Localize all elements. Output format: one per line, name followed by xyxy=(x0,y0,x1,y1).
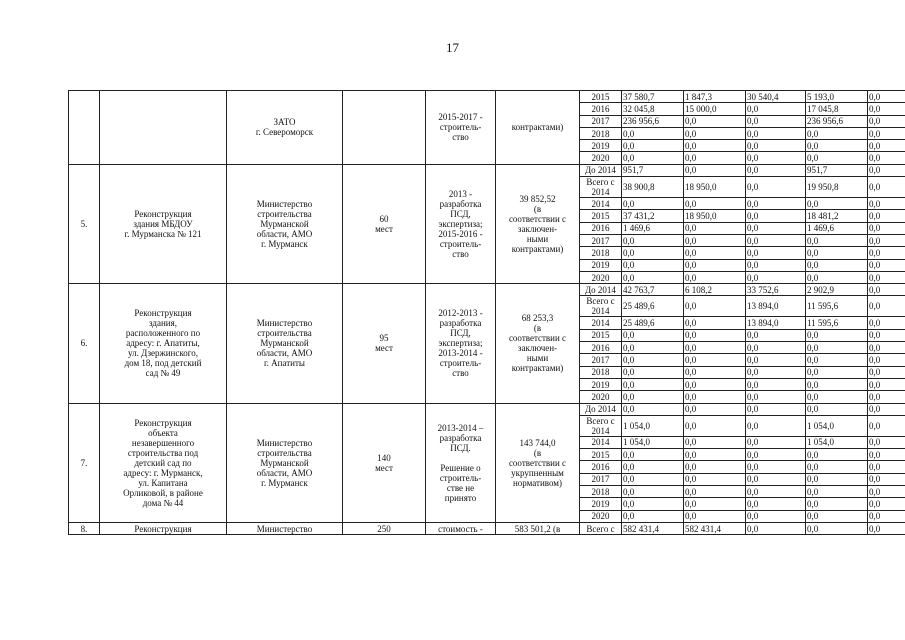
regional-budget: 30 540,4 xyxy=(746,91,806,103)
regional-budget: 0,0 xyxy=(746,103,806,115)
federal-budget: 1 847,3 xyxy=(684,91,746,103)
regional-budget: 0,0 xyxy=(746,329,806,341)
federal-budget: 0,0 xyxy=(684,259,746,271)
other-sources: 0,0 xyxy=(868,317,905,329)
other-sources: 0,0 xyxy=(868,152,905,164)
other-sources: 0,0 xyxy=(868,210,905,222)
year-cell: 2017 xyxy=(580,473,622,485)
table-row xyxy=(69,403,905,415)
federal-budget: 582 431,4 xyxy=(684,522,746,534)
regional-budget: 0,0 xyxy=(746,366,806,378)
cost: 39 852,52 (в соответствии с заключен- ными контрактами) xyxy=(496,164,580,283)
year-cell: 2017 xyxy=(580,234,622,246)
year-cell: 2018 xyxy=(580,247,622,259)
local-budget: 18 481,2 xyxy=(806,210,868,222)
year-cell: До 2014 xyxy=(580,284,622,296)
total-amount: 0,0 xyxy=(622,366,684,378)
other-sources: 0,0 xyxy=(868,403,905,415)
total-amount: 42 763,7 xyxy=(622,284,684,296)
regional-budget: 0,0 xyxy=(746,222,806,234)
year-cell: Всего с 2014 xyxy=(580,415,622,436)
term: стоимость - xyxy=(426,522,496,534)
other-sources: 0,0 xyxy=(868,271,905,283)
year-cell: 2019 xyxy=(580,259,622,271)
year-cell: 2018 xyxy=(580,486,622,498)
row-number: 6. xyxy=(69,284,100,403)
total-amount: 0,0 xyxy=(622,234,684,246)
local-budget: 2 902,9 xyxy=(806,284,868,296)
year-cell: 2018 xyxy=(580,366,622,378)
other-sources: 0,0 xyxy=(868,449,905,461)
total-amount: 0,0 xyxy=(622,271,684,283)
year-cell: 2019 xyxy=(580,378,622,390)
local-budget: 19 950,8 xyxy=(806,177,868,198)
other-sources: 0,0 xyxy=(868,486,905,498)
year-cell: 2016 xyxy=(580,461,622,473)
object-name xyxy=(100,91,227,165)
federal-budget: 18 950,0 xyxy=(684,177,746,198)
total-amount: 0,0 xyxy=(622,342,684,354)
federal-budget: 18 950,0 xyxy=(684,210,746,222)
local-budget: 0,0 xyxy=(806,271,868,283)
regional-budget: 0,0 xyxy=(746,234,806,246)
other-sources: 0,0 xyxy=(868,222,905,234)
year-cell: 2016 xyxy=(580,103,622,115)
other-sources: 0,0 xyxy=(868,510,905,522)
local-budget: 17 045,8 xyxy=(806,103,868,115)
capacity: 250 xyxy=(343,522,426,534)
total-amount: 25 489,6 xyxy=(622,317,684,329)
customer: Министерство xyxy=(227,522,343,534)
object-name: Реконструкция xyxy=(100,522,227,534)
total-amount: 0,0 xyxy=(622,486,684,498)
budget-table xyxy=(68,90,905,535)
page-number: 17 xyxy=(446,40,459,55)
local-budget: 0,0 xyxy=(806,366,868,378)
total-amount: 0,0 xyxy=(622,127,684,139)
local-budget: 0,0 xyxy=(806,342,868,354)
total-amount: 0,0 xyxy=(622,498,684,510)
term: 2013-2014 – разработка ПСД. Решение о строитель- стве не принято xyxy=(426,403,496,522)
year-cell: До 2014 xyxy=(580,164,622,176)
year-cell: До 2014 xyxy=(580,403,622,415)
regional-budget: 0,0 xyxy=(746,177,806,198)
total-amount: 1 054,0 xyxy=(622,436,684,448)
year-cell: Всего с 2014 xyxy=(580,296,622,317)
total-amount: 0,0 xyxy=(622,510,684,522)
federal-budget: 0,0 xyxy=(684,473,746,485)
local-budget: 0,0 xyxy=(806,234,868,246)
object-name: Реконструкция здания МБДОУ г. Мурманска № 121 xyxy=(100,164,227,283)
federal-budget: 0,0 xyxy=(684,140,746,152)
other-sources: 0,0 xyxy=(868,140,905,152)
total-amount: 0,0 xyxy=(622,259,684,271)
regional-budget: 0,0 xyxy=(746,354,806,366)
table-body xyxy=(69,91,905,535)
regional-budget: 0,0 xyxy=(746,391,806,403)
federal-budget: 0,0 xyxy=(684,234,746,246)
other-sources: 0,0 xyxy=(868,284,905,296)
capacity: 60 мест xyxy=(343,164,426,283)
year-cell: 2015 xyxy=(580,329,622,341)
customer: Министерство строительства Мурманской области, АМО г. Мурманск xyxy=(227,164,343,283)
regional-budget: 0,0 xyxy=(746,259,806,271)
federal-budget: 0,0 xyxy=(684,271,746,283)
other-sources: 0,0 xyxy=(868,391,905,403)
other-sources: 0,0 xyxy=(868,473,905,485)
total-amount: 32 045,8 xyxy=(622,103,684,115)
year-cell: Всего с xyxy=(580,522,622,534)
table-row xyxy=(69,91,905,103)
regional-budget: 0,0 xyxy=(746,164,806,176)
local-budget: 0,0 xyxy=(806,354,868,366)
federal-budget: 0,0 xyxy=(684,115,746,127)
regional-budget: 0,0 xyxy=(746,498,806,510)
total-amount: 25 489,6 xyxy=(622,296,684,317)
local-budget: 236 956,6 xyxy=(806,115,868,127)
local-budget: 11 595,6 xyxy=(806,296,868,317)
row-number: 8. xyxy=(69,522,100,534)
table-row xyxy=(69,522,905,534)
term: 2012-2013 - разработка ПСД, экспертиза; 2013-2014 - строитель- ство xyxy=(426,284,496,403)
regional-budget: 0,0 xyxy=(746,152,806,164)
total-amount: 0,0 xyxy=(622,329,684,341)
other-sources: 0,0 xyxy=(868,164,905,176)
local-budget: 0,0 xyxy=(806,486,868,498)
year-cell: 2018 xyxy=(580,127,622,139)
year-cell: 2016 xyxy=(580,222,622,234)
local-budget: 0,0 xyxy=(806,259,868,271)
local-budget: 1 054,0 xyxy=(806,415,868,436)
object-name: Реконструкция здания, расположенного по адресу: г. Апатиты, ул. Дзержинского, дом 18, под детский сад № 49 xyxy=(100,284,227,403)
local-budget: 0,0 xyxy=(806,140,868,152)
federal-budget: 0,0 xyxy=(684,391,746,403)
other-sources: 0,0 xyxy=(868,247,905,259)
object-name: Реконструкция объекта незавершенного строительства под детский сад по адресу: г. Мурманск, ул. Капитана Орликовой, в районе дома № 44 xyxy=(100,403,227,522)
total-amount: 0,0 xyxy=(622,354,684,366)
year-cell: 2017 xyxy=(580,354,622,366)
other-sources: 0,0 xyxy=(868,234,905,246)
federal-budget: 15 000,0 xyxy=(684,103,746,115)
total-amount: 0,0 xyxy=(622,247,684,259)
table-row xyxy=(69,164,905,176)
capacity: 140 мест xyxy=(343,403,426,522)
regional-budget: 0,0 xyxy=(746,115,806,127)
regional-budget: 0,0 xyxy=(746,342,806,354)
total-amount: 0,0 xyxy=(622,403,684,415)
total-amount: 38 900,8 xyxy=(622,177,684,198)
other-sources: 0,0 xyxy=(868,329,905,341)
term: 2013 - разработка ПСД, экспертиза; 2015-2016 - строитель- ство xyxy=(426,164,496,283)
capacity xyxy=(343,91,426,165)
total-amount: 1 469,6 xyxy=(622,222,684,234)
total-amount: 0,0 xyxy=(622,378,684,390)
total-amount: 951,7 xyxy=(622,164,684,176)
regional-budget: 0,0 xyxy=(746,436,806,448)
other-sources: 0,0 xyxy=(868,354,905,366)
local-budget: 0,0 xyxy=(806,247,868,259)
customer: Министерство строительства Мурманской области, АМО г. Мурманск xyxy=(227,403,343,522)
year-cell: Всего с 2014 xyxy=(580,177,622,198)
year-cell: 2015 xyxy=(580,449,622,461)
year-cell: 2014 xyxy=(580,436,622,448)
federal-budget: 0,0 xyxy=(684,198,746,210)
local-budget: 11 595,6 xyxy=(806,317,868,329)
other-sources: 0,0 xyxy=(868,103,905,115)
federal-budget: 0,0 xyxy=(684,486,746,498)
other-sources: 0,0 xyxy=(868,436,905,448)
federal-budget: 0,0 xyxy=(684,296,746,317)
federal-budget: 0,0 xyxy=(684,222,746,234)
row-number: 7. xyxy=(69,403,100,522)
year-cell: 2015 xyxy=(580,91,622,103)
federal-budget: 0,0 xyxy=(684,498,746,510)
cost: контрактами) xyxy=(496,91,580,165)
total-amount: 1 054,0 xyxy=(622,415,684,436)
cost: 143 744,0 (в соответствии с укрупненным нормативом) xyxy=(496,403,580,522)
other-sources: 0,0 xyxy=(868,198,905,210)
year-cell: 2020 xyxy=(580,271,622,283)
other-sources: 0,0 xyxy=(868,415,905,436)
year-cell: 2020 xyxy=(580,391,622,403)
other-sources: 0,0 xyxy=(868,461,905,473)
other-sources: 0,0 xyxy=(868,378,905,390)
other-sources: 0,0 xyxy=(868,91,905,103)
other-sources: 0,0 xyxy=(868,342,905,354)
year-cell: 2020 xyxy=(580,510,622,522)
year-cell: 2014 xyxy=(580,198,622,210)
other-sources: 0,0 xyxy=(868,127,905,139)
total-amount: 37 431,2 xyxy=(622,210,684,222)
local-budget: 0,0 xyxy=(806,198,868,210)
regional-budget: 33 752,6 xyxy=(746,284,806,296)
local-budget: 0,0 xyxy=(806,391,868,403)
federal-budget: 0,0 xyxy=(684,127,746,139)
table-row xyxy=(69,284,905,296)
local-budget: 951,7 xyxy=(806,164,868,176)
regional-budget: 0,0 xyxy=(746,461,806,473)
local-budget: 1 469,6 xyxy=(806,222,868,234)
total-amount: 0,0 xyxy=(622,461,684,473)
year-cell: 2019 xyxy=(580,498,622,510)
cost: 68 253,3 (в соответствии с заключен- ными контрактами) xyxy=(496,284,580,403)
total-amount: 0,0 xyxy=(622,140,684,152)
capacity: 95 мест xyxy=(343,284,426,403)
year-cell: 2016 xyxy=(580,342,622,354)
regional-budget: 0,0 xyxy=(746,140,806,152)
local-budget: 0,0 xyxy=(806,522,868,534)
regional-budget: 0,0 xyxy=(746,415,806,436)
local-budget: 0,0 xyxy=(806,329,868,341)
row-number xyxy=(69,91,100,165)
local-budget: 0,0 xyxy=(806,152,868,164)
term: 2015-2017 - строитель- ство xyxy=(426,91,496,165)
other-sources: 0,0 xyxy=(868,259,905,271)
regional-budget: 13 894,0 xyxy=(746,296,806,317)
customer: Министерство строительства Мурманской области, АМО г. Апатиты xyxy=(227,284,343,403)
customer: ЗАТО г. Североморск xyxy=(227,91,343,165)
regional-budget: 0,0 xyxy=(746,522,806,534)
local-budget: 0,0 xyxy=(806,403,868,415)
regional-budget: 0,0 xyxy=(746,473,806,485)
federal-budget: 6 108,2 xyxy=(684,284,746,296)
regional-budget: 0,0 xyxy=(746,403,806,415)
total-amount: 0,0 xyxy=(622,449,684,461)
row-number: 5. xyxy=(69,164,100,283)
year-cell: 2015 xyxy=(580,210,622,222)
local-budget: 1 054,0 xyxy=(806,436,868,448)
cost: 583 501,2 (в xyxy=(496,522,580,534)
federal-budget: 0,0 xyxy=(684,449,746,461)
federal-budget: 0,0 xyxy=(684,510,746,522)
total-amount: 0,0 xyxy=(622,391,684,403)
federal-budget: 0,0 xyxy=(684,247,746,259)
total-amount: 0,0 xyxy=(622,152,684,164)
federal-budget: 0,0 xyxy=(684,152,746,164)
regional-budget: 0,0 xyxy=(746,449,806,461)
total-amount: 0,0 xyxy=(622,198,684,210)
federal-budget: 0,0 xyxy=(684,342,746,354)
year-cell: 2017 xyxy=(580,115,622,127)
year-cell: 2020 xyxy=(580,152,622,164)
regional-budget: 0,0 xyxy=(746,486,806,498)
federal-budget: 0,0 xyxy=(684,403,746,415)
federal-budget: 0,0 xyxy=(684,436,746,448)
total-amount: 236 956,6 xyxy=(622,115,684,127)
federal-budget: 0,0 xyxy=(684,329,746,341)
federal-budget: 0,0 xyxy=(684,317,746,329)
local-budget: 0,0 xyxy=(806,449,868,461)
federal-budget: 0,0 xyxy=(684,378,746,390)
year-cell: 2019 xyxy=(580,140,622,152)
federal-budget: 0,0 xyxy=(684,354,746,366)
local-budget: 0,0 xyxy=(806,473,868,485)
other-sources: 0,0 xyxy=(868,498,905,510)
local-budget: 5 193,0 xyxy=(806,91,868,103)
other-sources: 0,0 xyxy=(868,296,905,317)
regional-budget: 0,0 xyxy=(746,510,806,522)
federal-budget: 0,0 xyxy=(684,164,746,176)
other-sources: 0,0 xyxy=(868,177,905,198)
local-budget: 0,0 xyxy=(806,461,868,473)
local-budget: 0,0 xyxy=(806,378,868,390)
regional-budget: 0,0 xyxy=(746,127,806,139)
other-sources: 0,0 xyxy=(868,522,905,534)
year-cell: 2014 xyxy=(580,317,622,329)
local-budget: 0,0 xyxy=(806,498,868,510)
total-amount: 37 580,7 xyxy=(622,91,684,103)
regional-budget: 13 894,0 xyxy=(746,317,806,329)
regional-budget: 0,0 xyxy=(746,247,806,259)
federal-budget: 0,0 xyxy=(684,366,746,378)
other-sources: 0,0 xyxy=(868,115,905,127)
federal-budget: 0,0 xyxy=(684,461,746,473)
regional-budget: 0,0 xyxy=(746,378,806,390)
total-amount: 582 431,4 xyxy=(622,522,684,534)
regional-budget: 0,0 xyxy=(746,271,806,283)
other-sources: 0,0 xyxy=(868,366,905,378)
regional-budget: 0,0 xyxy=(746,210,806,222)
local-budget: 0,0 xyxy=(806,510,868,522)
federal-budget: 0,0 xyxy=(684,415,746,436)
total-amount: 0,0 xyxy=(622,473,684,485)
local-budget: 0,0 xyxy=(806,127,868,139)
regional-budget: 0,0 xyxy=(746,198,806,210)
